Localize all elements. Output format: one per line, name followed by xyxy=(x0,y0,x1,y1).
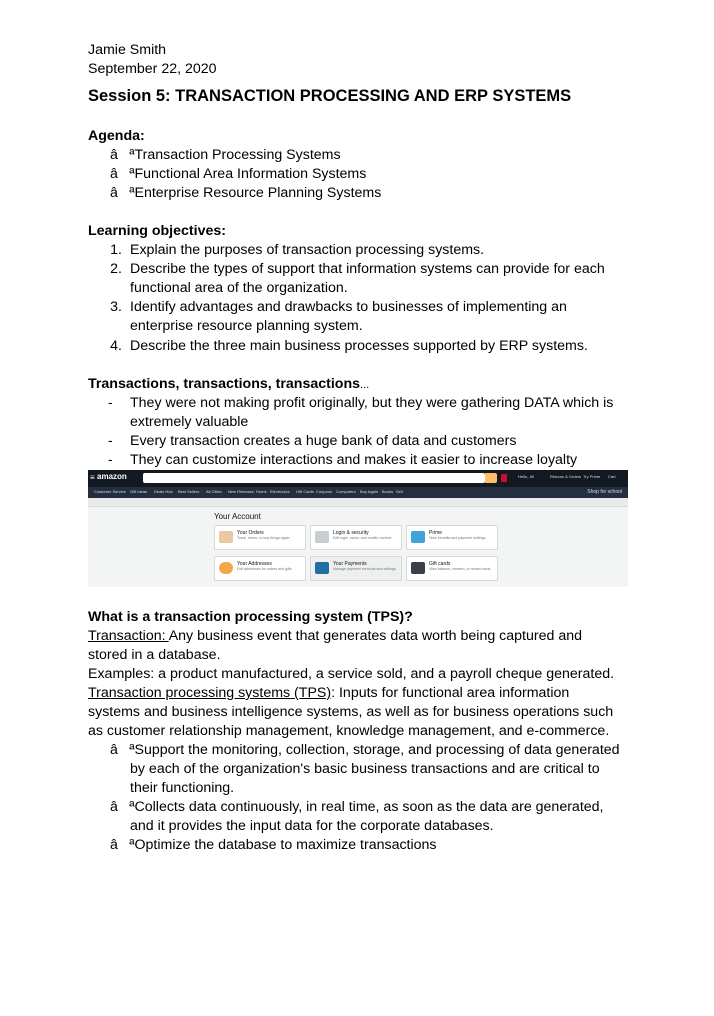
location-pin-icon xyxy=(219,562,233,574)
account-card: Prime View benefits and payment settings xyxy=(406,525,498,550)
bullet-glyph: âª xyxy=(110,147,135,163)
nav-item: New Releases xyxy=(228,489,254,494)
account-card: Login & security Edit login, name, and mobile number xyxy=(310,525,402,550)
transactions-heading: Transactions, transactions, transactions... xyxy=(88,376,370,392)
tps-bullet: âªOptimize the database to maximize transactions xyxy=(110,837,437,853)
account-card: Your Addresses Edit addresses for orders and gifts xyxy=(214,556,306,581)
objective-number: 3. xyxy=(110,299,122,315)
lock-icon xyxy=(315,531,329,543)
tps-definition-cont: as customer relationship management, knowledge management, and e-commerce. xyxy=(88,723,610,739)
tps-bullet: âªCollects data continuously, in real time, as soon as the data are generated, xyxy=(110,799,604,815)
tps-definition: Transaction processing systems (TPS): Inputs for functional area information xyxy=(88,685,570,701)
dash-marker: - xyxy=(108,395,113,411)
objective-text: enterprise resource planning system. xyxy=(130,318,363,334)
nav-item: Gift Cards xyxy=(296,489,315,494)
tps-heading: What is a transaction processing system (TPS)? xyxy=(88,609,413,625)
tps-bullet-cont: and it provides the input data for the corporate databases. xyxy=(130,818,494,834)
account-greeting: Hello, Jill xyxy=(518,474,535,479)
tps-bullet-cont: their functioning. xyxy=(130,780,235,796)
agenda-item: âªTransaction Processing Systems xyxy=(110,147,341,163)
credit-card-icon xyxy=(315,562,329,574)
objective-text: Describe the three main business processes supported by ERP systems. xyxy=(130,338,588,354)
objective-number: 4. xyxy=(110,338,122,354)
nav-item: Home xyxy=(256,489,267,494)
nav-item: Best Sellers xyxy=(178,489,200,494)
bullet-glyph: âª xyxy=(110,837,135,853)
bullet-glyph: âª xyxy=(110,742,135,758)
objectives-heading: Learning objectives: xyxy=(88,223,226,239)
nav-item: Electronics xyxy=(270,489,290,494)
nav-item: Books xyxy=(382,489,394,494)
account-page-title: Your Account xyxy=(214,512,261,521)
search-icon xyxy=(485,473,497,483)
flag-icon xyxy=(501,474,507,482)
tps-bullet-cont: by each of the organization's basic business transactions and are critical to xyxy=(130,761,600,777)
amazon-logo: amazon xyxy=(97,472,127,481)
cart-icon: Cart xyxy=(608,474,616,479)
objective-text: Identify advantages and drawbacks to businesses of implementing an xyxy=(130,299,567,315)
nav-item: Gift Ideas xyxy=(130,489,148,494)
amazon-sub-bar xyxy=(88,498,628,507)
examples-text: Examples: a product manufactured, a service sold, and a payroll cheque generated. xyxy=(88,666,615,682)
gift-card-icon xyxy=(411,562,425,574)
amazon-nav-bar xyxy=(88,487,628,498)
orders-icon xyxy=(219,531,233,543)
nav-item: Sell xyxy=(396,489,403,494)
nav-item: Customer Service xyxy=(94,489,126,494)
nav-item: Deals Hub xyxy=(154,489,173,494)
prime-link: Try Prime xyxy=(583,474,601,479)
objective-number: 1. xyxy=(110,242,122,258)
agenda-item: âªFunctional Area Information Systems xyxy=(110,166,367,182)
nav-item: Coupons xyxy=(316,489,333,494)
transaction-definition: Transaction: Any business event that generates data worth being captured and xyxy=(88,628,582,644)
agenda-item: âªEnterprise Resource Planning Systems xyxy=(110,185,382,201)
objective-number: 2. xyxy=(110,261,122,277)
nav-item: Buy Again xyxy=(360,489,379,494)
prime-box-icon xyxy=(411,531,425,543)
account-card: Your Orders Track, return, or buy things again xyxy=(214,525,306,550)
bullet-glyph: âª xyxy=(110,185,135,201)
objective-text: Explain the purposes of transaction processing systems. xyxy=(130,242,485,258)
objective-text: functional area of the organization. xyxy=(130,280,348,296)
bullet-glyph: âª xyxy=(110,166,135,182)
dash-marker: - xyxy=(108,452,113,468)
document-date: September 22, 2020 xyxy=(88,61,217,77)
transaction-point: They were not making profit originally, but they were gathering DATA which is xyxy=(130,395,614,411)
amazon-top-bar xyxy=(88,470,628,487)
author-name: Jamie Smith xyxy=(88,42,167,58)
transaction-point: extremely valuable xyxy=(130,414,249,430)
bullet-glyph: âª xyxy=(110,799,135,815)
objective-text: Describe the types of support that information systems can provide for each xyxy=(130,261,605,277)
agenda-heading: Agenda: xyxy=(88,128,145,144)
menu-icon: ≡ xyxy=(90,473,95,482)
nav-right-promo: Shop for school xyxy=(587,489,622,495)
transaction-definition-cont: stored in a database. xyxy=(88,647,221,663)
amazon-account-screenshot xyxy=(88,470,628,587)
account-card: Your Payments Manage payment methods and settings xyxy=(310,556,402,581)
dash-marker: - xyxy=(108,433,113,449)
tps-bullet: âªSupport the monitoring, collection, storage, and processing of data generated xyxy=(110,742,620,758)
returns-orders: Returns & Orders xyxy=(550,474,582,479)
page-title: Session 5: TRANSACTION PROCESSING AND ERP SYSTEMS xyxy=(88,87,572,105)
nav-item: Computers xyxy=(336,489,356,494)
account-card: Gift cards View balance, redeem, or reload cards xyxy=(406,556,498,581)
transaction-point: Every transaction creates a huge bank of data and customers xyxy=(130,433,517,449)
tps-definition-cont: systems and business intelligence systems, as well as for business operations such xyxy=(88,704,614,720)
transaction-point: They can customize interactions and makes it easier to increase loyalty xyxy=(130,452,578,468)
amazon-search-box xyxy=(143,473,485,483)
nav-item: All Cities xyxy=(206,489,222,494)
